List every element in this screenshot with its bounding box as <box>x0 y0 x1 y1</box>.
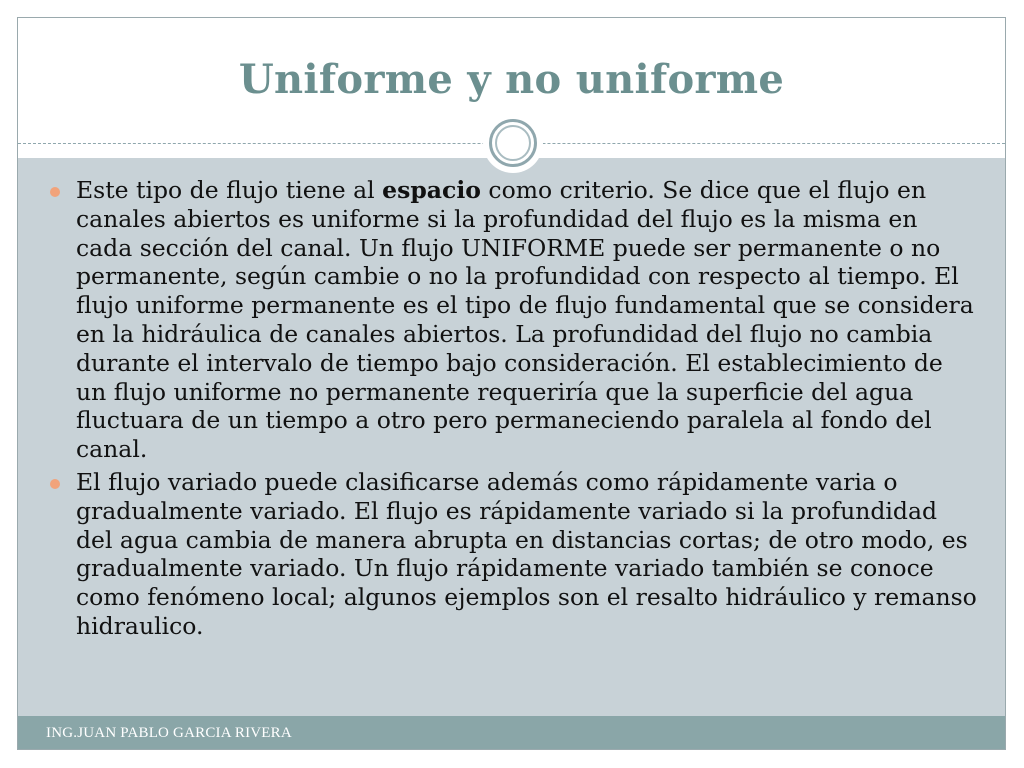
bullet-list <box>48 176 978 645</box>
slide-title: Uniforme y no uniforme <box>238 56 785 103</box>
bullet-text-after: como criterio. Se dice que el flujo en canales abiertos es uniforme si la profundidad del flujo es la misma en cada sección del canal. Un flujo UNIFORME puede ser permanente o no permanente, según cambie o no la profundidad con respecto al tiempo. El flujo uniforme permanente es el tipo de flujo fundamental que se considera en la hidráulica de canales abiertos. La profundidad del flujo no cambia durante el intervalo de tiempo bajo consideración. El establecimiento de un flujo uniforme no permanente requeriría que la superficie del agua fluctuara de un tiempo a otro pero permaneciendo paralela al fondo del canal. <box>76 176 974 464</box>
bullet-text-before: Este tipo de flujo tiene al <box>76 176 383 204</box>
bullet-item-2 <box>48 468 978 641</box>
bullet-text <box>76 176 974 463</box>
bullet-item-1 <box>48 176 978 464</box>
bullet-text: El flujo variado puede clasificarse además como rápidamente varia o gradualmente variado. El flujo es rápidamente variado si la profundidad del agua cambia de manera abrupta en distancias cortas; de otro modo, es gradualmente variado. Un flujo rápidamente variado también se conoce como fenómeno local; algunos ejemplos son el resalto hidráulico y remanso hidraulico. <box>76 467 977 640</box>
bullet-dot-icon <box>50 187 60 197</box>
slide <box>17 17 1006 750</box>
footer-bar <box>18 716 1005 750</box>
circle-inner-icon <box>495 125 531 161</box>
footer-author: ING.JUAN PABLO GARCIA RIVERA <box>46 725 292 741</box>
bullet-text-bold: espacio <box>382 176 481 204</box>
bullet-dot-icon <box>50 479 60 489</box>
